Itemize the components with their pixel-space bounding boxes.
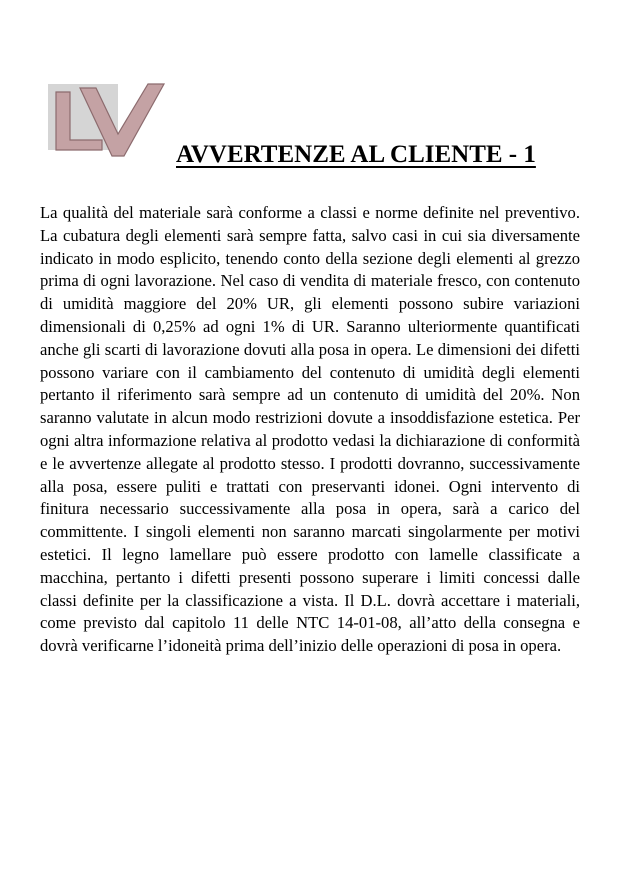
page-title: AVVERTENZE AL CLIENTE - 1 <box>176 141 536 168</box>
lv-logo-graphic <box>46 82 168 162</box>
lv-logo <box>46 82 168 162</box>
body-paragraph: La qualità del materiale sarà conforme a classi e norme definite nel preventivo. La cubatura degli elementi sarà sempre fatta, salvo casi in cui sia diversamente indicato in modo esplicito, tenendo conto della sezione degli elementi al grezzo prima di ogni lavorazione. Nel caso di vendita di materiale fresco, con contenuto di umidità maggiore del 20% UR, gli elementi possono subire variazioni dimensionali di 0,25% ad ogni 1% di UR. Saranno ulteriormente quantificati anche gli scarti di lavorazione dovuti alla posa in opera. Le dimensioni dei difetti possono variare con il cambiamento del contenuto di umidità degli elementi pertanto il riferimento sarà sempre ad un contenuto di umidità del 20%. Non saranno valutate in alcun modo restrizioni dovute a insoddisfazione estetica. Per ogni altra informazione relativa al prodotto vedasi la dichiarazione di conformità e le avvertenze allegate al prodotto stesso. I prodotti dovranno, successivamente alla posa, essere puliti e trattati con preservanti idonei. Ogni intervento di finitura necessario successivamente alla posa in opera, sarà a carico del committente. I singoli elementi non saranno marcati singolarmente per motivi estetici. Il legno lamellare può essere prodotto con lamelle classificate a macchina, pertanto i difetti presenti possono superare i limiti concessi dalle classi definite per la classificazione a vista. Il D.L. dovrà accettare i materiali, come previsto dal capitolo 11 delle NTC 14-01-08, all’atto della consegna e dovrà verificarne l’idoneità prima dell’inizio delle operazioni di posa in opera. <box>40 203 580 656</box>
